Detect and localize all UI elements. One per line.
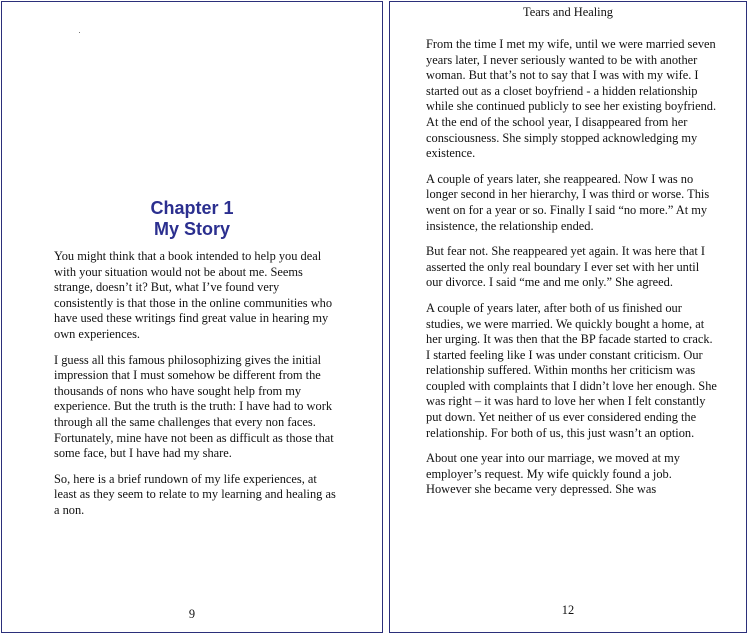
chapter-number: Chapter 1 — [150, 198, 234, 218]
paragraph: I guess all this famous philosophizing gives the initial impression that I must somehow be different from the thousands of nons who have sought help from my experience. But the truth is the truth: I have had to work through all the same challenges that every non faces. Fortunately, mine have not been as difficult as those that some face, but I have had my share. — [54, 352, 334, 461]
paragraph: But fear not. She reappeared yet again. It was here that I asserted the only real boundary I ever set with her until our divorce. I said “me and me only.” She agreed. — [426, 244, 706, 290]
chapter-title: My Story — [153, 219, 231, 239]
paragraph: About one year into our marriage, we moved at my employer’s request. My wife quickly found a job. However she became very depressed. She was — [426, 451, 680, 497]
paragraph: You might think that a book intended to help you deal with your situation would not be about me. Seems strange, doesn’t it? But, what I’ve found very consistently is that those in the online communities who have used these writings find great value in hearing my own experiences. — [54, 249, 333, 341]
running-head: Tears and Healing — [523, 5, 613, 19]
paragraph: A couple of years later, after both of us finished our studies, we were married. We quickly bought a home, at her urging. It was then that the BP facade started to crack. I started feeling like I was under constant criticism. Our relationship suffered. Within months her criticism was coupled with complaints that I didn’t love her enough. She was right – it was hard to love her when I felt constantly put down. Yet neither of us ever considered ending the relationship. For both of us, this just wasn’t an option. — [426, 300, 717, 440]
stray-dot — [79, 32, 80, 33]
page-number: 12 — [561, 603, 575, 617]
chapter-heading — [2, 198, 382, 240]
right-page-body — [426, 37, 718, 508]
paragraph: From the time I met my wife, until we were married seven years later, I never seriously wanted to be with another woman. But that’s not to say that I was with my wife. I started out as a closet boyfriend - a hidden relationship while she continued publicly to see her existing boyfriend. At the end of the school year, I disappeared from her consciousness. She simply stopped acknowledging my existence. — [426, 37, 717, 161]
left-page — [1, 1, 383, 633]
left-page-body — [54, 249, 339, 529]
page-number: 9 — [188, 607, 196, 621]
paragraph: So, here is a brief rundown of my life experiences, at least as they seem to relate to my learning and healing as a non. — [54, 471, 336, 517]
right-page — [389, 1, 747, 633]
paragraph: A couple of years later, she reappeared. Now I was no longer second in her hierarchy, I was third or worse. This went on for a year or so. Finally I said “no more.” At my insistence, the relationship ended. — [426, 171, 710, 233]
